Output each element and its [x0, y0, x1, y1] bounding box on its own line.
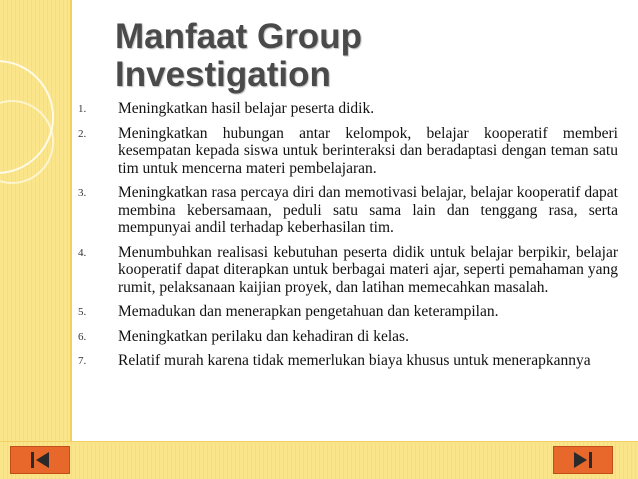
left-decorative-band — [0, 0, 70, 479]
list-item-text: Meningkatkan perilaku dan kehadiran di kelas. — [118, 327, 409, 345]
list-item-text: Memadukan dan menerapkan pengetahuan dan keterampilan. — [118, 303, 499, 320]
slide-title — [115, 18, 515, 94]
list-item-number: 3. — [78, 187, 87, 199]
skip-to-last-icon — [554, 447, 612, 473]
list-item — [78, 303, 618, 321]
list-item — [78, 125, 618, 178]
list-item-number: 1. — [78, 103, 87, 115]
list-item-text: Menumbuhkan realisasi kebutuhan peserta didik untuk belajar berpikir, belajar kooperatif dapat diterapkan untuk berbagai materi ajar, seperti pemahaman yang rumit, pelaksanaan kaijian proyek, dan latihan memecahkan masalah. — [118, 243, 618, 296]
list-item — [78, 328, 618, 346]
list-item-number: 4. — [78, 246, 87, 259]
list-item — [78, 352, 618, 370]
list-item-number: 5. — [78, 306, 87, 318]
bottom-navigation-bar — [0, 441, 638, 479]
list-item-number: 6. — [78, 330, 87, 343]
benefits-list — [78, 100, 618, 377]
list-item-text: Meningkatkan rasa percaya diri dan memotivasi belajar, belajar kooperatif dapat membina kebersamaan, peduli satu sama lain dan tenggang rasa, serta mempunyai andil terhadap keberhasilan tim. — [118, 184, 618, 236]
list-item-text: Meningkatkan hubungan antar kelompok, belajar kooperatif memberi kesempatan kepada siswa untuk berinteraksi dan beradaptasi dengan teman satu tim untuk mencerna materi pembelajaran. — [118, 124, 618, 177]
band-divider — [70, 0, 72, 479]
slide-title-line2: Investigation — [115, 55, 331, 94]
last-slide-button[interactable] — [553, 446, 613, 474]
list-item — [78, 244, 618, 297]
first-slide-button[interactable] — [10, 446, 70, 474]
list-item — [78, 184, 618, 237]
list-item-number: 7. — [78, 355, 87, 367]
list-item-text: Relatif murah karena tidak memerlukan biaya khusus untuk menerapkannya — [118, 352, 591, 369]
list-item-number: 2. — [78, 127, 87, 140]
list-item-text: Meningkatkan hasil belajar peserta didik. — [118, 100, 375, 117]
list-item — [78, 100, 618, 118]
skip-to-first-icon — [11, 447, 69, 473]
slide-title-line1: Manfaat Group — [115, 17, 362, 56]
